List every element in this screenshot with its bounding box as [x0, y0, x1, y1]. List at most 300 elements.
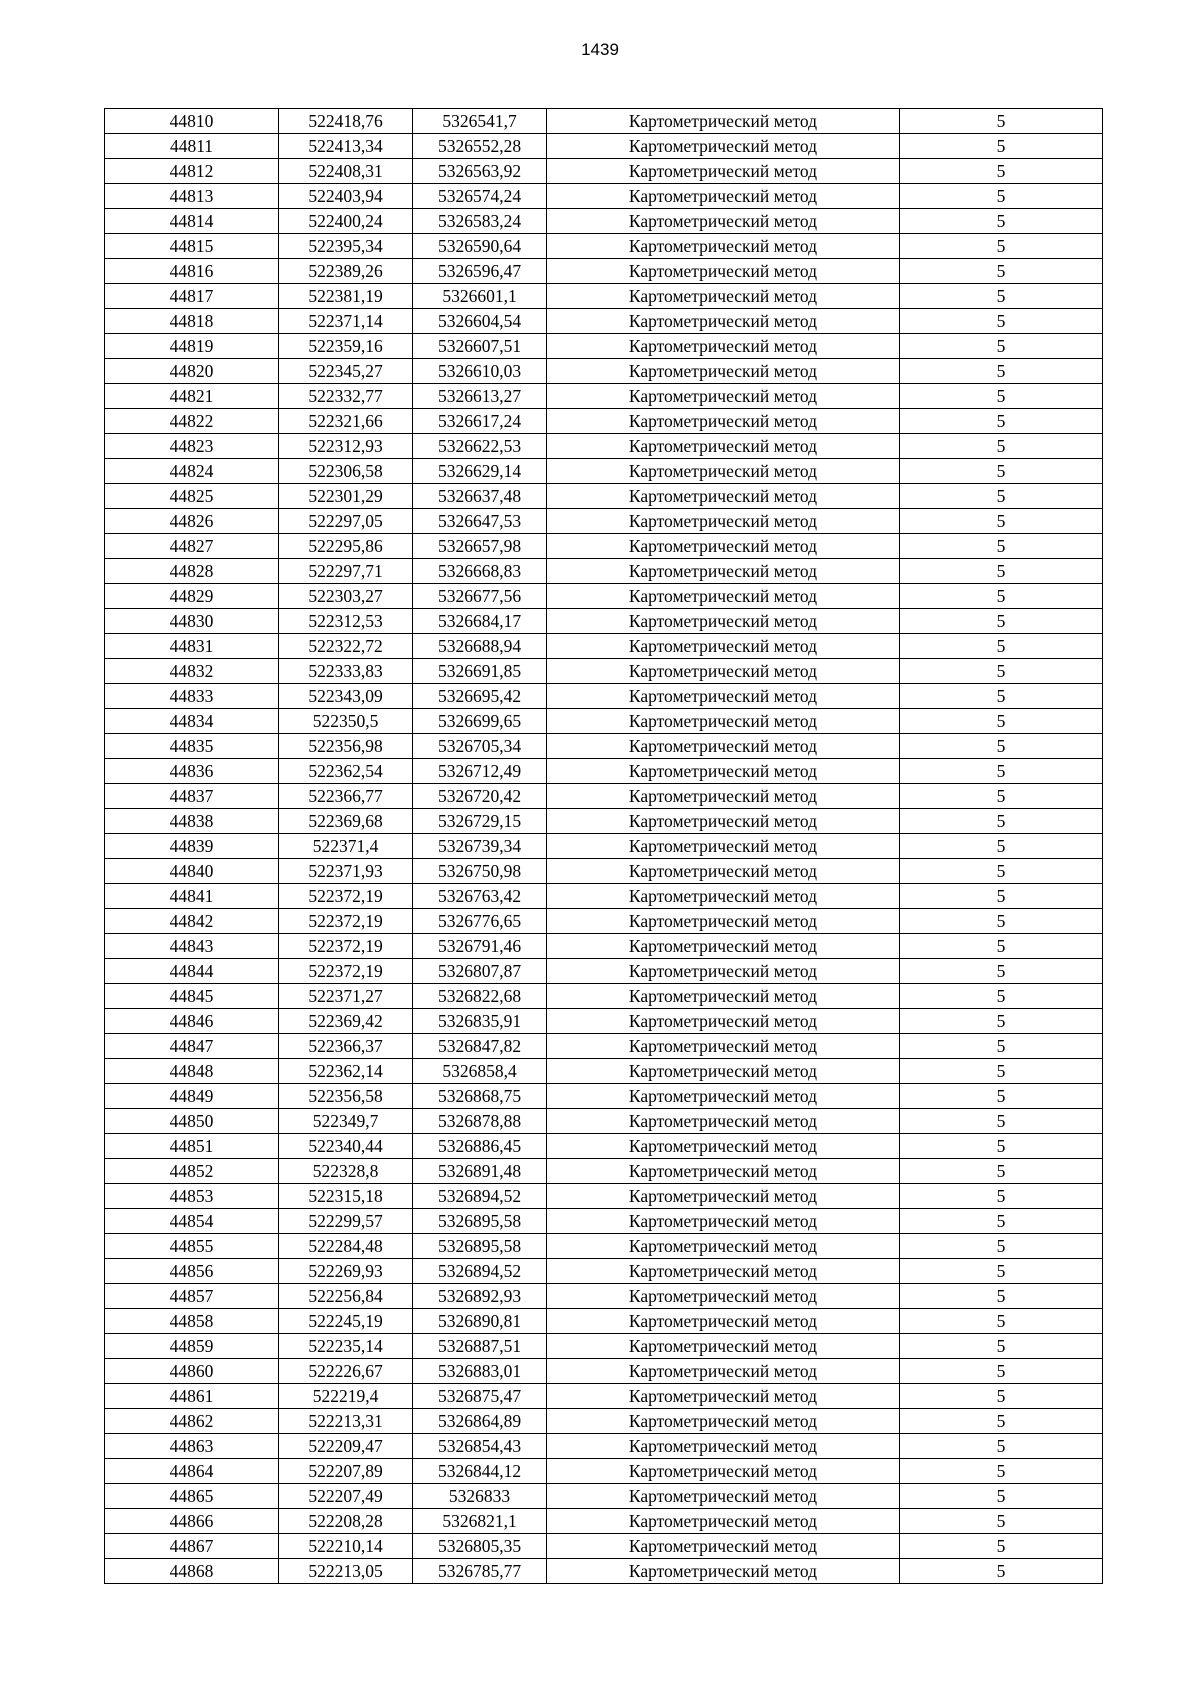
accuracy-cell: 5 [900, 459, 1103, 484]
table-row [105, 284, 1103, 309]
point-number-cell: 44827 [105, 534, 279, 559]
method-cell: Картометрический метод [547, 1184, 900, 1209]
x-coordinate-cell: 522371,14 [279, 309, 413, 334]
table-row [105, 134, 1103, 159]
accuracy-cell: 5 [900, 109, 1103, 134]
table-row [105, 309, 1103, 334]
point-number-cell: 44845 [105, 984, 279, 1009]
y-coordinate-cell: 5326720,42 [413, 784, 547, 809]
y-coordinate-cell: 5326583,24 [413, 209, 547, 234]
x-coordinate-cell: 522210,14 [279, 1534, 413, 1559]
accuracy-cell: 5 [900, 1259, 1103, 1284]
y-coordinate-cell: 5326610,03 [413, 359, 547, 384]
accuracy-cell: 5 [900, 1284, 1103, 1309]
y-coordinate-cell: 5326541,7 [413, 109, 547, 134]
x-coordinate-cell: 522403,94 [279, 184, 413, 209]
x-coordinate-cell: 522207,49 [279, 1484, 413, 1509]
table-row [105, 1409, 1103, 1434]
table-row [105, 509, 1103, 534]
point-number-cell: 44814 [105, 209, 279, 234]
accuracy-cell: 5 [900, 1334, 1103, 1359]
accuracy-cell: 5 [900, 1209, 1103, 1234]
method-cell: Картометрический метод [547, 484, 900, 509]
method-cell: Картометрический метод [547, 134, 900, 159]
table-row [105, 909, 1103, 934]
y-coordinate-cell: 5326791,46 [413, 934, 547, 959]
x-coordinate-cell: 522345,27 [279, 359, 413, 384]
x-coordinate-cell: 522213,05 [279, 1559, 413, 1584]
method-cell: Картометрический метод [547, 1409, 900, 1434]
table-row [105, 734, 1103, 759]
accuracy-cell: 5 [900, 1009, 1103, 1034]
point-number-cell: 44837 [105, 784, 279, 809]
x-coordinate-cell: 522315,18 [279, 1184, 413, 1209]
x-coordinate-cell: 522389,26 [279, 259, 413, 284]
method-cell: Картометрический метод [547, 1509, 900, 1534]
accuracy-cell: 5 [900, 1109, 1103, 1134]
x-coordinate-cell: 522256,84 [279, 1284, 413, 1309]
x-coordinate-cell: 522371,27 [279, 984, 413, 1009]
table-row [105, 1559, 1103, 1584]
accuracy-cell: 5 [900, 1409, 1103, 1434]
method-cell: Картометрический метод [547, 734, 900, 759]
point-number-cell: 44846 [105, 1009, 279, 1034]
method-cell: Картометрический метод [547, 434, 900, 459]
x-coordinate-cell: 522381,19 [279, 284, 413, 309]
accuracy-cell: 5 [900, 359, 1103, 384]
table-row [105, 984, 1103, 1009]
x-coordinate-cell: 522362,54 [279, 759, 413, 784]
x-coordinate-cell: 522312,93 [279, 434, 413, 459]
point-number-cell: 44835 [105, 734, 279, 759]
accuracy-cell: 5 [900, 259, 1103, 284]
method-cell: Картометрический метод [547, 1084, 900, 1109]
x-coordinate-cell: 522362,14 [279, 1059, 413, 1084]
table-row [105, 559, 1103, 584]
page-number: 1439 [581, 40, 619, 59]
point-number-cell: 44855 [105, 1234, 279, 1259]
accuracy-cell: 5 [900, 134, 1103, 159]
method-cell: Картометрический метод [547, 159, 900, 184]
accuracy-cell: 5 [900, 159, 1103, 184]
x-coordinate-cell: 522303,27 [279, 584, 413, 609]
method-cell: Картометрический метод [547, 184, 900, 209]
table-row [105, 1159, 1103, 1184]
x-coordinate-cell: 522333,83 [279, 659, 413, 684]
y-coordinate-cell: 5326613,27 [413, 384, 547, 409]
y-coordinate-cell: 5326622,53 [413, 434, 547, 459]
table-row [105, 1434, 1103, 1459]
x-coordinate-cell: 522235,14 [279, 1334, 413, 1359]
table-row [105, 1109, 1103, 1134]
point-number-cell: 44841 [105, 884, 279, 909]
y-coordinate-cell: 5326895,58 [413, 1234, 547, 1259]
point-number-cell: 44867 [105, 1534, 279, 1559]
point-number-cell: 44811 [105, 134, 279, 159]
y-coordinate-cell: 5326785,77 [413, 1559, 547, 1584]
y-coordinate-cell: 5326890,81 [413, 1309, 547, 1334]
method-cell: Картометрический метод [547, 959, 900, 984]
accuracy-cell: 5 [900, 1034, 1103, 1059]
accuracy-cell: 5 [900, 1484, 1103, 1509]
table-row [105, 1134, 1103, 1159]
y-coordinate-cell: 5326805,35 [413, 1534, 547, 1559]
method-cell: Картометрический метод [547, 1034, 900, 1059]
x-coordinate-cell: 522395,34 [279, 234, 413, 259]
x-coordinate-cell: 522400,24 [279, 209, 413, 234]
y-coordinate-cell: 5326688,94 [413, 634, 547, 659]
y-coordinate-cell: 5326604,54 [413, 309, 547, 334]
y-coordinate-cell: 5326607,51 [413, 334, 547, 359]
accuracy-cell: 5 [900, 609, 1103, 634]
method-cell: Картометрический метод [547, 934, 900, 959]
accuracy-cell: 5 [900, 684, 1103, 709]
y-coordinate-cell: 5326895,58 [413, 1209, 547, 1234]
table-row [105, 584, 1103, 609]
table-row [105, 684, 1103, 709]
method-cell: Картометрический метод [547, 1134, 900, 1159]
x-coordinate-cell: 522207,89 [279, 1459, 413, 1484]
accuracy-cell: 5 [900, 959, 1103, 984]
table-row [105, 709, 1103, 734]
y-coordinate-cell: 5326590,64 [413, 234, 547, 259]
point-number-cell: 44824 [105, 459, 279, 484]
method-cell: Картометрический метод [547, 309, 900, 334]
y-coordinate-cell: 5326894,52 [413, 1259, 547, 1284]
point-number-cell: 44848 [105, 1059, 279, 1084]
point-number-cell: 44844 [105, 959, 279, 984]
x-coordinate-cell: 522219,4 [279, 1384, 413, 1409]
point-number-cell: 44828 [105, 559, 279, 584]
x-coordinate-cell: 522356,98 [279, 734, 413, 759]
x-coordinate-cell: 522299,57 [279, 1209, 413, 1234]
method-cell: Картометрический метод [547, 759, 900, 784]
y-coordinate-cell: 5326822,68 [413, 984, 547, 1009]
y-coordinate-cell: 5326712,49 [413, 759, 547, 784]
y-coordinate-cell: 5326875,47 [413, 1384, 547, 1409]
point-number-cell: 44865 [105, 1484, 279, 1509]
method-cell: Картометрический метод [547, 109, 900, 134]
point-number-cell: 44840 [105, 859, 279, 884]
accuracy-cell: 5 [900, 1559, 1103, 1584]
x-coordinate-cell: 522332,77 [279, 384, 413, 409]
method-cell: Картометрический метод [547, 1309, 900, 1334]
method-cell: Картометрический метод [547, 1234, 900, 1259]
y-coordinate-cell: 5326894,52 [413, 1184, 547, 1209]
x-coordinate-cell: 522372,19 [279, 884, 413, 909]
table-row [105, 1009, 1103, 1034]
table-row [105, 334, 1103, 359]
x-coordinate-cell: 522306,58 [279, 459, 413, 484]
accuracy-cell: 5 [900, 1184, 1103, 1209]
x-coordinate-cell: 522321,66 [279, 409, 413, 434]
y-coordinate-cell: 5326657,98 [413, 534, 547, 559]
x-coordinate-cell: 522269,93 [279, 1259, 413, 1284]
point-number-cell: 44863 [105, 1434, 279, 1459]
point-number-cell: 44826 [105, 509, 279, 534]
method-cell: Картометрический метод [547, 1284, 900, 1309]
point-number-cell: 44820 [105, 359, 279, 384]
table-row [105, 1334, 1103, 1359]
table-row [105, 1059, 1103, 1084]
method-cell: Картометрический метод [547, 459, 900, 484]
method-cell: Картометрический метод [547, 659, 900, 684]
point-number-cell: 44836 [105, 759, 279, 784]
y-coordinate-cell: 5326739,34 [413, 834, 547, 859]
y-coordinate-cell: 5326858,4 [413, 1059, 547, 1084]
x-coordinate-cell: 522408,31 [279, 159, 413, 184]
x-coordinate-cell: 522213,31 [279, 1409, 413, 1434]
accuracy-cell: 5 [900, 534, 1103, 559]
table-row [105, 609, 1103, 634]
y-coordinate-cell: 5326844,12 [413, 1459, 547, 1484]
point-number-cell: 44842 [105, 909, 279, 934]
table-row [105, 934, 1103, 959]
accuracy-cell: 5 [900, 859, 1103, 884]
x-coordinate-cell: 522312,53 [279, 609, 413, 634]
table-row [105, 434, 1103, 459]
method-cell: Картометрический метод [547, 559, 900, 584]
method-cell: Картометрический метод [547, 584, 900, 609]
accuracy-cell: 5 [900, 409, 1103, 434]
point-number-cell: 44816 [105, 259, 279, 284]
x-coordinate-cell: 522372,19 [279, 909, 413, 934]
x-coordinate-cell: 522343,09 [279, 684, 413, 709]
x-coordinate-cell: 522359,16 [279, 334, 413, 359]
point-number-cell: 44852 [105, 1159, 279, 1184]
table-row [105, 959, 1103, 984]
accuracy-cell: 5 [900, 184, 1103, 209]
y-coordinate-cell: 5326807,87 [413, 959, 547, 984]
coordinates-table [104, 108, 1103, 1584]
accuracy-cell: 5 [900, 784, 1103, 809]
y-coordinate-cell: 5326868,75 [413, 1084, 547, 1109]
accuracy-cell: 5 [900, 1534, 1103, 1559]
y-coordinate-cell: 5326574,24 [413, 184, 547, 209]
table-row [105, 1509, 1103, 1534]
y-coordinate-cell: 5326552,28 [413, 134, 547, 159]
accuracy-cell: 5 [900, 809, 1103, 834]
table-row [105, 1309, 1103, 1334]
method-cell: Картометрический метод [547, 284, 900, 309]
x-coordinate-cell: 522369,68 [279, 809, 413, 834]
method-cell: Картометрический метод [547, 1359, 900, 1384]
method-cell: Картометрический метод [547, 1209, 900, 1234]
point-number-cell: 44859 [105, 1334, 279, 1359]
method-cell: Картометрический метод [547, 1459, 900, 1484]
method-cell: Картометрический метод [547, 259, 900, 284]
point-number-cell: 44831 [105, 634, 279, 659]
accuracy-cell: 5 [900, 509, 1103, 534]
accuracy-cell: 5 [900, 734, 1103, 759]
x-coordinate-cell: 522418,76 [279, 109, 413, 134]
method-cell: Картометрический метод [547, 634, 900, 659]
point-number-cell: 44866 [105, 1509, 279, 1534]
table-row [105, 109, 1103, 134]
accuracy-cell: 5 [900, 1309, 1103, 1334]
coordinates-table-body [105, 109, 1103, 1584]
point-number-cell: 44856 [105, 1259, 279, 1284]
accuracy-cell: 5 [900, 1234, 1103, 1259]
table-row [105, 384, 1103, 409]
table-row [105, 184, 1103, 209]
method-cell: Картометрический метод [547, 609, 900, 634]
point-number-cell: 44857 [105, 1284, 279, 1309]
point-number-cell: 44833 [105, 684, 279, 709]
method-cell: Картометрический метод [547, 984, 900, 1009]
table-row [105, 634, 1103, 659]
method-cell: Картометрический метод [547, 834, 900, 859]
x-coordinate-cell: 522209,47 [279, 1434, 413, 1459]
y-coordinate-cell: 5326647,53 [413, 509, 547, 534]
method-cell: Картометрический метод [547, 1434, 900, 1459]
point-number-cell: 44819 [105, 334, 279, 359]
y-coordinate-cell: 5326729,15 [413, 809, 547, 834]
x-coordinate-cell: 522297,05 [279, 509, 413, 534]
point-number-cell: 44812 [105, 159, 279, 184]
x-coordinate-cell: 522226,67 [279, 1359, 413, 1384]
accuracy-cell: 5 [900, 934, 1103, 959]
x-coordinate-cell: 522350,5 [279, 709, 413, 734]
x-coordinate-cell: 522413,34 [279, 134, 413, 159]
y-coordinate-cell: 5326878,88 [413, 1109, 547, 1134]
point-number-cell: 44822 [105, 409, 279, 434]
x-coordinate-cell: 522208,28 [279, 1509, 413, 1534]
table-row [105, 784, 1103, 809]
method-cell: Картометрический метод [547, 1159, 900, 1184]
table-row [105, 1034, 1103, 1059]
accuracy-cell: 5 [900, 309, 1103, 334]
y-coordinate-cell: 5326629,14 [413, 459, 547, 484]
accuracy-cell: 5 [900, 1434, 1103, 1459]
table-row [105, 1084, 1103, 1109]
point-number-cell: 44853 [105, 1184, 279, 1209]
y-coordinate-cell: 5326677,56 [413, 584, 547, 609]
point-number-cell: 44850 [105, 1109, 279, 1134]
point-number-cell: 44838 [105, 809, 279, 834]
accuracy-cell: 5 [900, 984, 1103, 1009]
y-coordinate-cell: 5326699,65 [413, 709, 547, 734]
method-cell: Картометрический метод [547, 684, 900, 709]
point-number-cell: 44832 [105, 659, 279, 684]
point-number-cell: 44829 [105, 584, 279, 609]
table-row [105, 809, 1103, 834]
table-row [105, 259, 1103, 284]
accuracy-cell: 5 [900, 334, 1103, 359]
table-row [105, 1384, 1103, 1409]
y-coordinate-cell: 5326886,45 [413, 1134, 547, 1159]
point-number-cell: 44849 [105, 1084, 279, 1109]
point-number-cell: 44810 [105, 109, 279, 134]
method-cell: Картометрический метод [547, 784, 900, 809]
point-number-cell: 44864 [105, 1459, 279, 1484]
x-coordinate-cell: 522301,29 [279, 484, 413, 509]
table-row [105, 1459, 1103, 1484]
point-number-cell: 44815 [105, 234, 279, 259]
method-cell: Картометрический метод [547, 909, 900, 934]
method-cell: Картометрический метод [547, 1559, 900, 1584]
point-number-cell: 44818 [105, 309, 279, 334]
point-number-cell: 44821 [105, 384, 279, 409]
y-coordinate-cell: 5326776,65 [413, 909, 547, 934]
accuracy-cell: 5 [900, 1059, 1103, 1084]
method-cell: Картометрический метод [547, 234, 900, 259]
table-row [105, 884, 1103, 909]
method-cell: Картометрический метод [547, 534, 900, 559]
accuracy-cell: 5 [900, 434, 1103, 459]
y-coordinate-cell: 5326637,48 [413, 484, 547, 509]
y-coordinate-cell: 5326750,98 [413, 859, 547, 884]
method-cell: Картометрический метод [547, 334, 900, 359]
method-cell: Картометрический метод [547, 859, 900, 884]
point-number-cell: 44839 [105, 834, 279, 859]
accuracy-cell: 5 [900, 1134, 1103, 1159]
method-cell: Картометрический метод [547, 1109, 900, 1134]
point-number-cell: 44854 [105, 1209, 279, 1234]
y-coordinate-cell: 5326821,1 [413, 1509, 547, 1534]
table-row [105, 409, 1103, 434]
x-coordinate-cell: 522356,58 [279, 1084, 413, 1109]
method-cell: Картометрический метод [547, 384, 900, 409]
accuracy-cell: 5 [900, 234, 1103, 259]
y-coordinate-cell: 5326864,89 [413, 1409, 547, 1434]
method-cell: Картометрический метод [547, 359, 900, 384]
x-coordinate-cell: 522366,77 [279, 784, 413, 809]
point-number-cell: 44868 [105, 1559, 279, 1584]
point-number-cell: 44843 [105, 934, 279, 959]
table-row [105, 1534, 1103, 1559]
table-row [105, 1209, 1103, 1234]
point-number-cell: 44825 [105, 484, 279, 509]
table-row [105, 859, 1103, 884]
table-row [105, 1484, 1103, 1509]
method-cell: Картометрический метод [547, 1484, 900, 1509]
y-coordinate-cell: 5326563,92 [413, 159, 547, 184]
y-coordinate-cell: 5326596,47 [413, 259, 547, 284]
y-coordinate-cell: 5326617,24 [413, 409, 547, 434]
accuracy-cell: 5 [900, 384, 1103, 409]
y-coordinate-cell: 5326835,91 [413, 1009, 547, 1034]
y-coordinate-cell: 5326883,01 [413, 1359, 547, 1384]
method-cell: Картометрический метод [547, 1009, 900, 1034]
accuracy-cell: 5 [900, 659, 1103, 684]
accuracy-cell: 5 [900, 834, 1103, 859]
y-coordinate-cell: 5326695,42 [413, 684, 547, 709]
point-number-cell: 44817 [105, 284, 279, 309]
accuracy-cell: 5 [900, 709, 1103, 734]
method-cell: Картометрический метод [547, 1534, 900, 1559]
x-coordinate-cell: 522328,8 [279, 1159, 413, 1184]
table-row [105, 534, 1103, 559]
x-coordinate-cell: 522245,19 [279, 1309, 413, 1334]
table-row [105, 1359, 1103, 1384]
x-coordinate-cell: 522371,93 [279, 859, 413, 884]
point-number-cell: 44862 [105, 1409, 279, 1434]
x-coordinate-cell: 522371,4 [279, 834, 413, 859]
table-row [105, 459, 1103, 484]
accuracy-cell: 5 [900, 759, 1103, 784]
y-coordinate-cell: 5326705,34 [413, 734, 547, 759]
accuracy-cell: 5 [900, 1509, 1103, 1534]
accuracy-cell: 5 [900, 909, 1103, 934]
accuracy-cell: 5 [900, 1459, 1103, 1484]
accuracy-cell: 5 [900, 559, 1103, 584]
method-cell: Картометрический метод [547, 409, 900, 434]
accuracy-cell: 5 [900, 1359, 1103, 1384]
method-cell: Картометрический метод [547, 1059, 900, 1084]
table-row [105, 234, 1103, 259]
point-number-cell: 44813 [105, 184, 279, 209]
